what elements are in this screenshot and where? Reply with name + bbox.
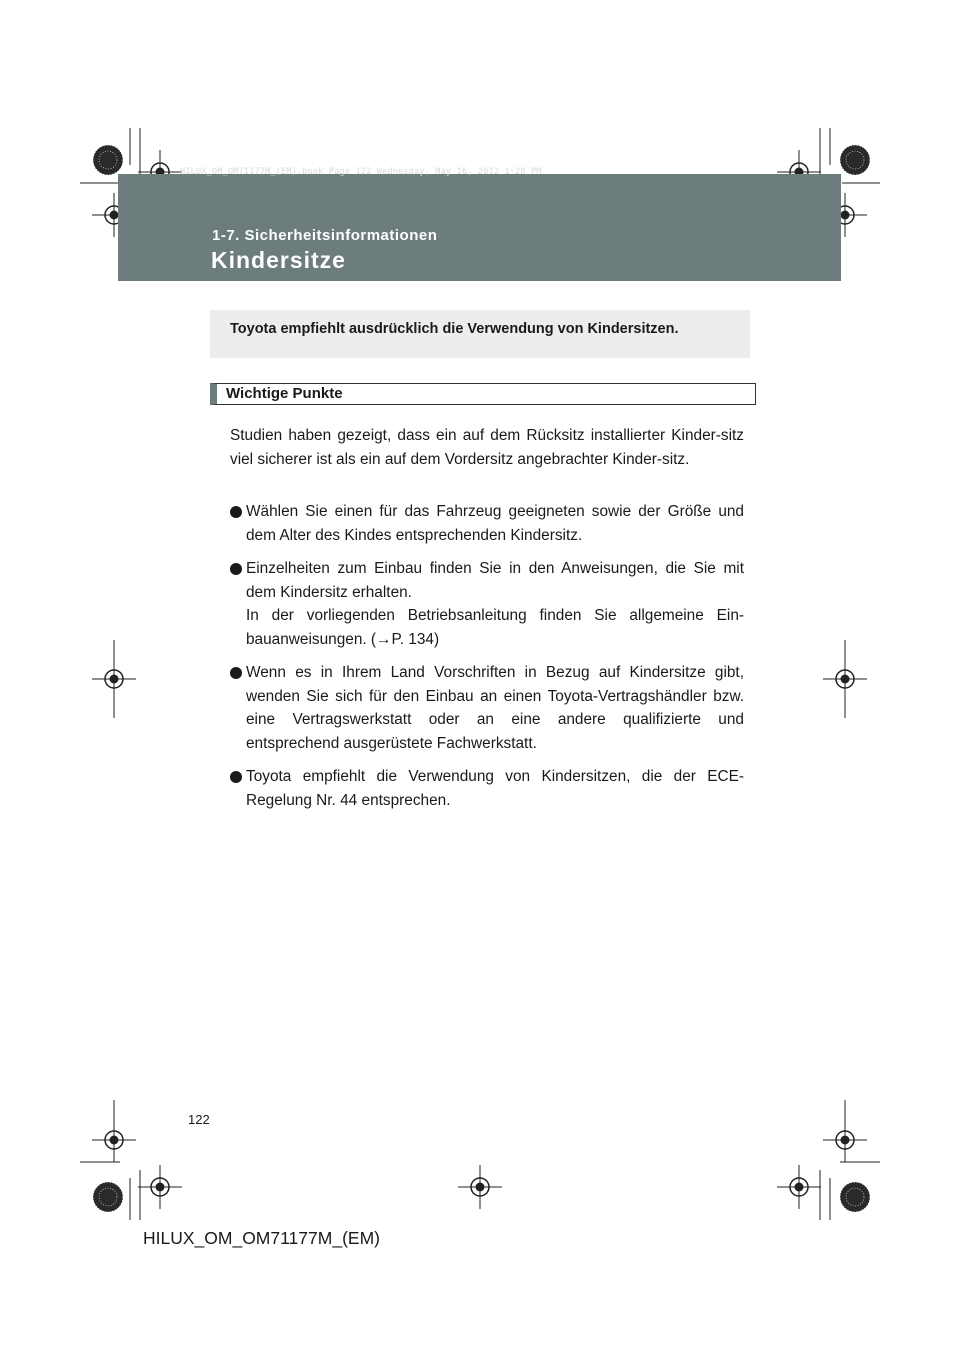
document-id: HILUX_OM_OM71177M_(EM) [143,1228,380,1248]
intro-text: Toyota empfiehlt ausdrücklich die Verwendung von Kindersitzen. [230,321,679,337]
bullet-icon [230,563,242,575]
list-item-text: In der vorliegenden Betriebsanleitung finden Sie allgemeine Ein-bauanweisungen. (→P. 134) [246,607,744,648]
bullet-icon [230,667,242,679]
list-item [230,661,744,755]
intro-box [210,310,750,358]
paragraph-text: Studien haben gezeigt, dass ein auf dem Rücksitz installierter Kinder-sitz viel sicherer ist als ein auf dem Vordersitz angebrachter Kinder-sitz. [230,427,744,468]
list-item [230,765,744,812]
page-title: Kindersitze [211,247,346,273]
list-item-text: Toyota empfiehlt die Verwendung von Kindersitzen, die der ECE-Regelung Nr. 44 entsprechen. [246,768,744,809]
list-item-text: Wählen Sie einen für das Fahrzeug geeigneten sowie der Größe und dem Alter des Kindes entsprechenden Kindersitz. [246,503,744,544]
list-item-text: Einzelheiten zum Einbau finden Sie in den Anweisungen, die Sie mit dem Kindersitz erhalten. [246,560,744,601]
list-item [230,500,744,547]
section-label: 1-7. Sicherheitsinformationen [212,227,438,244]
list-item-text: Wenn es in Ihrem Land Vorschriften in Bezug auf Kindersitze gibt, wenden Sie sich für den Einbau an einen Toyota-Vertragshändler bzw. eine Vertragswerkstatt oder an eine andere qualifizierte und entsprechend ausgerüstete Fachwerkstatt. [246,664,744,752]
bullet-list [230,500,744,822]
page-number: 122 [188,1112,210,1127]
file-stamp: HILUX_OM_OM71177M_(EM).book Page 122 Wednesday, May 16, 2012 1:28 PM [180,167,542,177]
subheading: Wichtige Punkte [226,385,343,402]
list-item [230,557,744,651]
bullet-icon [230,771,242,783]
bullet-icon [230,506,242,518]
body-paragraph [230,424,744,471]
subheading-box [210,383,756,405]
